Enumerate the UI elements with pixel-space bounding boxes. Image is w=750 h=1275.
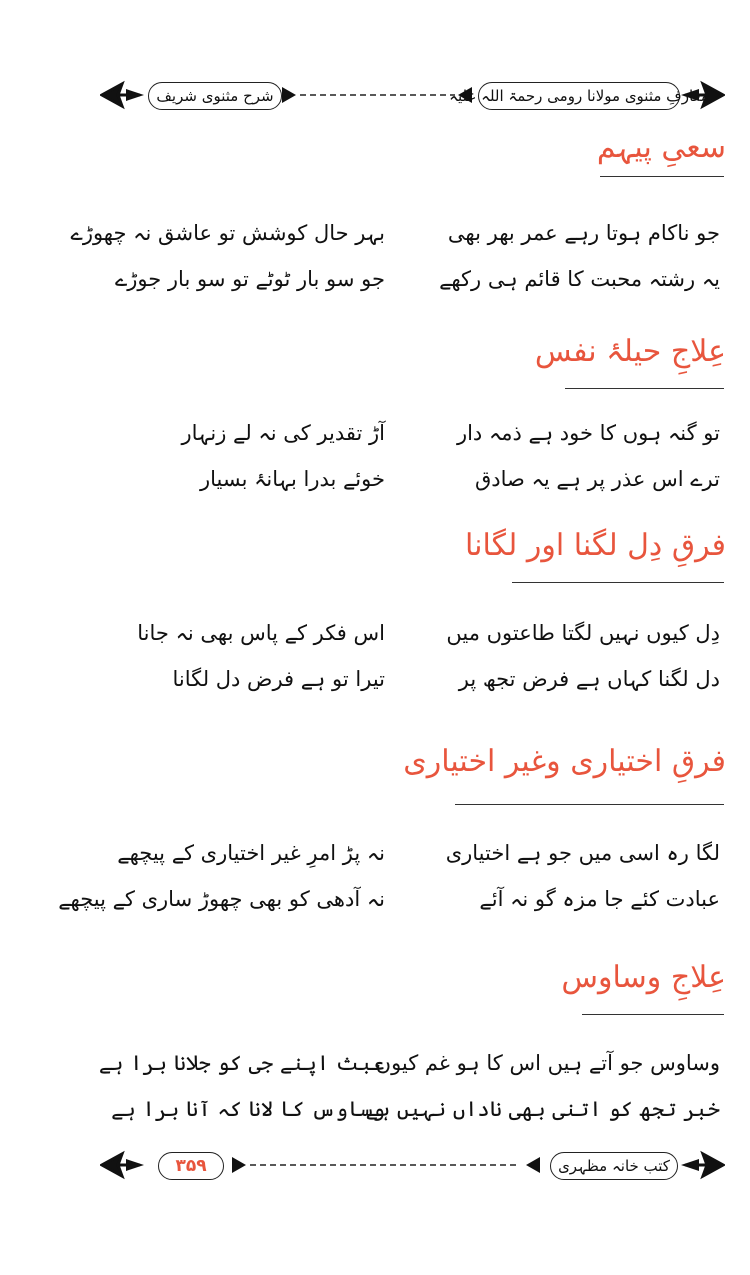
section-2-rule [565, 388, 724, 389]
running-title: شرح مثنوی شریف [148, 82, 282, 110]
couplet-line: لگا رہ اسی میں جو ہے اختیاری نہ پڑ امرِ غیر اختیاری کے پیچھے [117, 841, 720, 865]
couplet-line: دِل کیوں نہیں لگتا طاعتوں میں اس فکر کے پاس بھی نہ جانا [137, 621, 720, 645]
section-4-heading: فرقِ اختیاری وغیر اختیاری [403, 744, 726, 779]
section-2-heading: عِلاجِ حیلۂ نفس [534, 334, 726, 369]
couplet-line: ترے اس عذر پر ہے یہ صادق خوئے بدرا بہانۂ بسیار [199, 467, 720, 491]
header-ornament-bar [100, 78, 725, 112]
section-5-heading: عِلاجِ وساوس [561, 960, 726, 995]
section-1-heading: سعیِ پیہم [596, 130, 726, 165]
couplet-line: یہ رشتہ محبت کا قائم ہی رکھے جو سو بار ٹوٹے تو سو بار جوڑے [114, 267, 720, 291]
section-4-rule [455, 804, 724, 805]
section-4-verse [58, 830, 720, 922]
section-1-verse [70, 210, 720, 302]
couplet-line: دل لگنا کہاں ہے فرض تجھ پر تیرا تو ہے فرض دل لگانا [172, 667, 720, 691]
couplet-line: عبادت کئے جا مزہ گو نہ آئے نہ آدھی کو بھی چھوڑ ساری کے پیچھے [58, 887, 720, 911]
publisher-name: کتب خانہ مظہری [550, 1152, 678, 1180]
page-number: ۳۵۹ [158, 1152, 224, 1180]
section-5-verse [98, 1040, 720, 1132]
couplet-line: تو گنہ ہوں کا خود ہے ذمہ دار آڑ تقدیر کی نہ لے زنہار [181, 421, 720, 445]
couplet-line: وساوس جو آتے ہیں اس کا ہو غم کیوں عبث اپنے جی کو جلانا برا ہے [98, 1051, 720, 1075]
section-3-heading: فرقِ دِل لگنا اور لگانا [464, 528, 726, 563]
section-3-verse [120, 610, 720, 702]
book-title: معارفِ مثنوی مولانا رومی رحمۃ اللہ علیہ [478, 82, 680, 110]
couplet-line: خبر تجھ کو اتنی بھی ناداں نہیں ہے وساوس کا لانا کہ آنا برا ہے [111, 1097, 720, 1121]
section-3-rule [512, 582, 724, 583]
couplet-line: جو ناکام ہوتا رہے عمر بھر بھی بہر حال کوشش تو عاشق نہ چھوڑے [70, 221, 720, 245]
section-2-verse [120, 410, 720, 502]
footer-ornament-bar [100, 1148, 725, 1182]
section-1-rule [600, 176, 724, 177]
section-5-rule [582, 1014, 724, 1015]
